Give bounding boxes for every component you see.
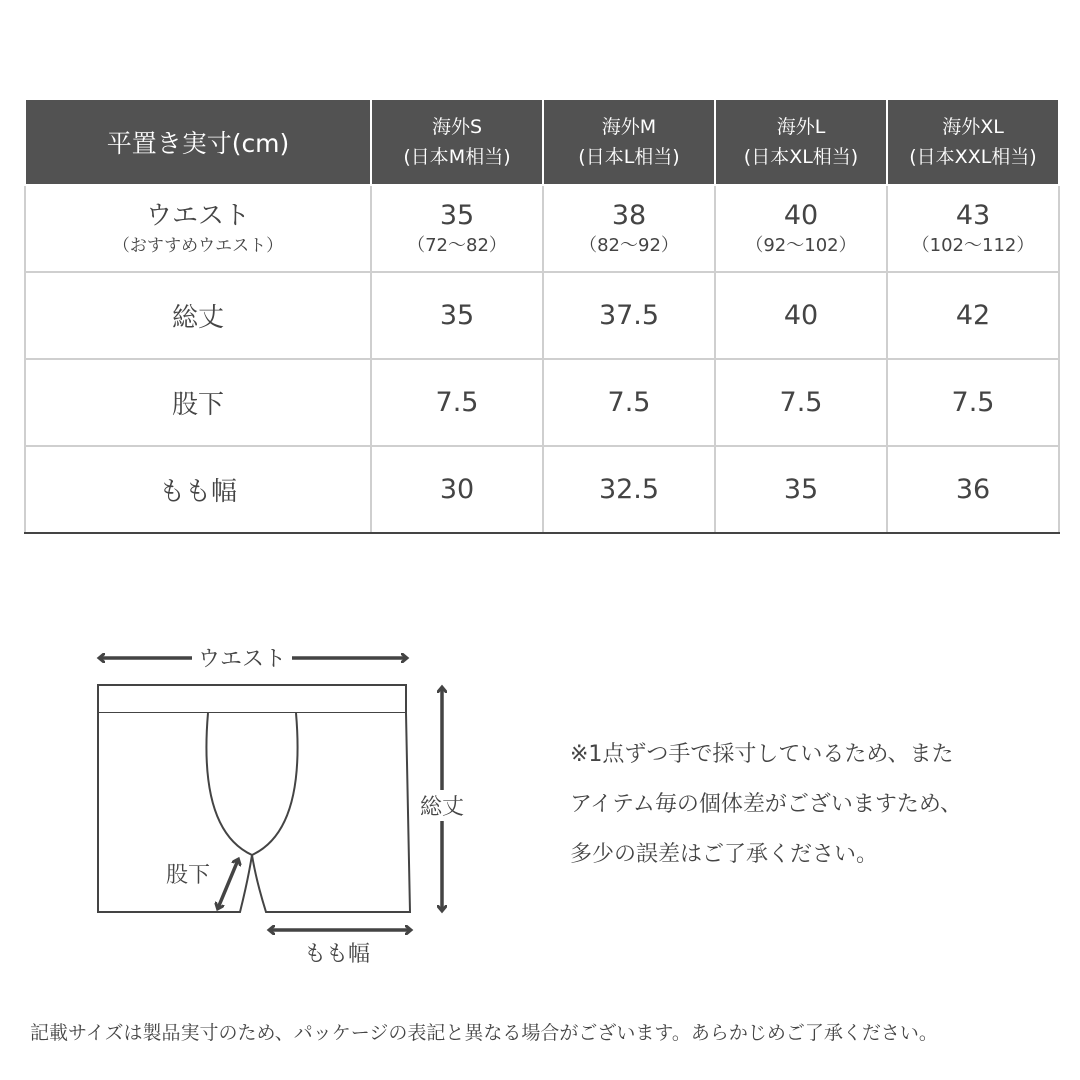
column-header-sub: (日本L相当): [578, 146, 680, 168]
column-header-s: [371, 99, 543, 185]
table-cell: [371, 185, 543, 272]
table-cell: 7.5: [715, 359, 887, 446]
size-table: [24, 98, 1060, 534]
table-row-waist: [25, 185, 1059, 272]
column-header-main: 海外L: [776, 116, 826, 138]
column-header-xl: [887, 99, 1059, 185]
column-header-sub: (日本XXL相当): [909, 146, 1037, 168]
table-cell: 35: [371, 272, 543, 359]
corner-header: 平置き実寸(cm): [25, 99, 371, 185]
table-cell: 37.5: [543, 272, 715, 359]
waist-label: ウエスト: [192, 642, 292, 673]
table-cell: 7.5: [371, 359, 543, 446]
cell-sub-value: （82〜92）: [579, 234, 679, 256]
measurement-diagram: [80, 630, 500, 970]
cell-sub-value: （92〜102）: [745, 234, 857, 256]
column-header-m: [543, 99, 715, 185]
column-header-main: 海外M: [601, 116, 657, 138]
table-cell: 42: [887, 272, 1059, 359]
footer-disclaimer: 記載サイズは製品実寸のため、パッケージの表記と異なる場合がございます。あらかじめご了承ください。: [30, 1022, 938, 1044]
table-cell: 7.5: [887, 359, 1059, 446]
table-cell: 35: [715, 446, 887, 533]
column-header-main: 海外S: [431, 116, 483, 138]
cell-value: 35: [439, 199, 475, 231]
row-label-length: 総丈: [25, 272, 371, 359]
garment-body: [98, 713, 410, 912]
table-cell: 36: [887, 446, 1059, 533]
table-cell: 7.5: [543, 359, 715, 446]
cell-value: 38: [611, 199, 647, 231]
row-label-inseam: 股下: [25, 359, 371, 446]
table-row-thigh: [25, 446, 1059, 533]
cell-value: 43: [955, 199, 991, 231]
table-row-length: [25, 272, 1059, 359]
row-label-sub: （おすすめウエスト）: [112, 235, 284, 256]
table-cell: [887, 185, 1059, 272]
note-line: ※1点ずつ手で採寸しているため、また: [570, 742, 954, 767]
column-header-main: 海外XL: [942, 116, 1004, 138]
cell-value: 40: [783, 199, 819, 231]
column-header-l: [715, 99, 887, 185]
table-cell: 30: [371, 446, 543, 533]
length-label: 総丈: [420, 790, 464, 821]
cell-sub-value: （102〜112）: [911, 234, 1035, 256]
note-line: アイテム毎の個体差がございますため、: [570, 792, 963, 817]
table-cell: [543, 185, 715, 272]
waistband: [98, 685, 406, 713]
inseam-label: 股下: [166, 858, 210, 889]
thigh-label: もも幅: [304, 937, 370, 968]
measurement-notes: [570, 730, 1050, 880]
table-cell: 40: [715, 272, 887, 359]
row-label-main: ウエスト: [145, 200, 250, 231]
note-line: 多少の誤差はご了承ください。: [570, 842, 879, 867]
table-row-inseam: [25, 359, 1059, 446]
table-header-row: [25, 99, 1059, 185]
cell-sub-value: （72〜82）: [407, 234, 507, 256]
column-header-sub: (日本M相当): [403, 146, 511, 168]
table-cell: [715, 185, 887, 272]
table-cell: 32.5: [543, 446, 715, 533]
row-label-thigh: もも幅: [25, 446, 371, 533]
column-header-sub: (日本XL相当): [743, 146, 859, 168]
row-label-waist: [25, 185, 371, 272]
